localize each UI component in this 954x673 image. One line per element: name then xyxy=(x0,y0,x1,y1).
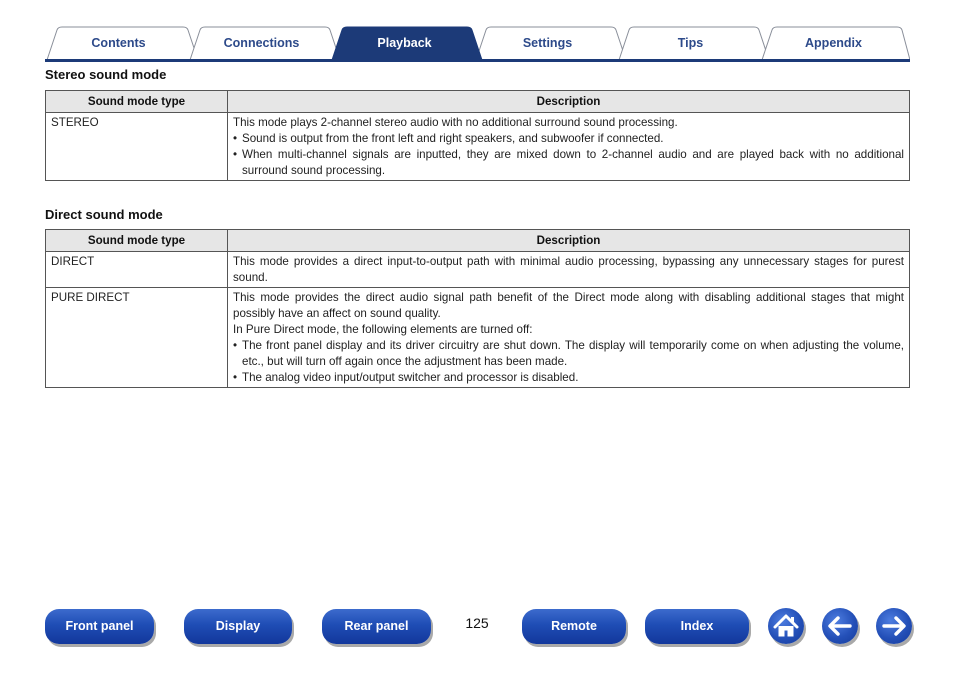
description-bullet: • The front panel display and its driver circuitry are shut down. The display will temporarily come on when adjusting the volume, etc., but will turn off again once the adjustment has been made. xyxy=(233,338,904,370)
table-row xyxy=(46,288,910,388)
tab-contents[interactable]: Contents xyxy=(91,36,146,50)
table-row xyxy=(46,113,910,181)
table-row xyxy=(46,252,910,288)
index-button[interactable]: Index xyxy=(645,609,749,644)
header-description: Description xyxy=(228,91,910,113)
mode-type-stereo: STEREO xyxy=(46,113,228,181)
description-text: This mode provides the direct audio signal path benefit of the Direct mode along with disabling additional stages that might possibly have an affect on sound quality. xyxy=(233,291,904,320)
description-text: This mode plays 2-channel stereo audio with no additional surround sound processing. xyxy=(233,116,678,129)
mode-description-direct xyxy=(228,252,910,288)
home-button[interactable] xyxy=(768,608,804,644)
description-bullet: • Sound is output from the front left and right speakers, and subwoofer if connected. xyxy=(233,131,904,147)
arrow-left-icon xyxy=(822,608,858,644)
tab-settings[interactable]: Settings xyxy=(522,36,573,50)
mode-description-pure-direct xyxy=(228,288,910,388)
home-icon xyxy=(768,608,804,644)
remote-button[interactable]: Remote xyxy=(522,609,626,644)
header-sound-mode-type: Sound mode type xyxy=(46,230,228,252)
description-bullet: • When multi-channel signals are inputted, they are mixed down to 2-channel audio and are played back with no additional surround sound processing. xyxy=(233,147,904,179)
tab-playback[interactable]: Playback xyxy=(377,36,432,50)
description-text: This mode provides a direct input-to-output path with minimal audio processing, bypassing any unnecessary stages for purest sound. xyxy=(233,255,904,284)
page-number: 125 xyxy=(465,615,489,631)
section-title-stereo: Stereo sound mode xyxy=(45,67,167,82)
mode-type-pure-direct: PURE DIRECT xyxy=(46,288,228,388)
header-sound-mode-type: Sound mode type xyxy=(46,91,228,113)
table-header-row xyxy=(46,230,910,252)
tab-tips[interactable]: Tips xyxy=(677,36,704,50)
forward-button[interactable] xyxy=(876,608,912,644)
display-button[interactable]: Display xyxy=(184,609,292,644)
section-title-direct: Direct sound mode xyxy=(45,207,163,222)
tab-appendix[interactable]: Appendix xyxy=(805,36,862,50)
mode-description-stereo xyxy=(228,113,910,181)
mode-type-direct: DIRECT xyxy=(46,252,228,288)
front-panel-button[interactable]: Front panel xyxy=(45,609,154,644)
tab-connections[interactable]: Connections xyxy=(223,36,300,50)
tab-underline xyxy=(45,59,910,62)
arrow-right-icon xyxy=(876,608,912,644)
table-header-row xyxy=(46,91,910,113)
stereo-mode-table xyxy=(45,90,910,181)
tab-bar xyxy=(45,26,910,62)
rear-panel-button[interactable]: Rear panel xyxy=(322,609,431,644)
back-button[interactable] xyxy=(822,608,858,644)
direct-mode-table xyxy=(45,229,910,388)
description-bullet: • The analog video input/output switcher and processor is disabled. xyxy=(233,370,904,386)
description-text: In Pure Direct mode, the following elements are turned off: xyxy=(233,323,533,336)
header-description: Description xyxy=(228,230,910,252)
